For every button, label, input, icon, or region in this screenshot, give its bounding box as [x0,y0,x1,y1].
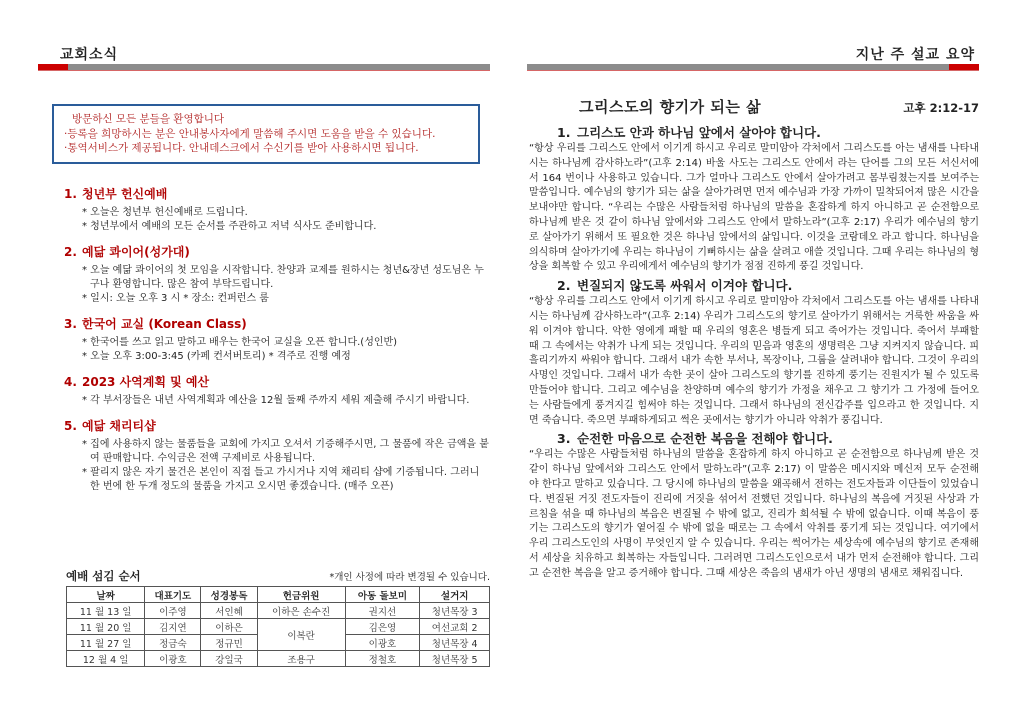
scripture-reference: 고후 2:12-17 [903,101,979,115]
welcome-box [52,104,480,164]
column-header: 설거지 [420,587,490,603]
sermon-body [529,124,979,584]
schedule-title: 예배 섬김 순서 [66,569,141,583]
table-cell: 청년목장 5 [420,651,490,667]
news-title: 4. 2023 사역계획 및 예산 [64,375,210,389]
sermon-title: 그리스도의 향기가 되는 삶 [579,98,762,116]
section-text: “항상 우리를 그리스도 안에서 이기게 하시고 우리로 말미암아 각처에서 그리스도를 아는 냄새를 나타내시는 하나님께 감사하노라”(고후 2:14) 우리가 그리스도의 향기로 살아가기 위해서는 거룩한 싸움을 싸워 이겨야 합니다. 악한 영에게 패할 때 우리의 영혼은 병들게 되고 죽어가는 것입니다. 죽어서 부패할 때 그 속에서는 악취가 나게 되는 것입니다. 우리의 믿음과 영혼의 생명력은 그냥 지켜지지 않습니다. 피흘리기까지 싸워야 합니다. 그래서 내가 속한 부서나, 목장이나, 그룹을 살려내야 합니다. 그것이 우리의 사명인 것입니다. 그래서 내가 속한 곳이 살아 그리스도의 향기를 진하게 풍기는 진원지가 될 수 있도록 만들어야 합니다. 그리고 예수님을 찬양하며 예수의 향기가 가정을 채우고 그 향기가 그 가정에 들어오는 사람들에게 풍겨지길 힘써야 하는 것입니다. 그래서 하나님의 전신갑주를 입으라고 한 것입니다. 지면 죽습니다. 죽으면 부패하게되고 썩은 곳에서는 향기가 아니라 악취가 풍깁니다. [529,296,979,426]
sermon-summary-panel [527,0,979,723]
table-cell: 이하은 [201,619,257,635]
section-heading: 3. 순전한 마음으로 순전한 복음을 전해야 합니다. [557,431,833,447]
section-heading: 2. 변질되지 않도록 싸워서 이겨야 합니다. [557,278,793,294]
table-cell: 김은영 [345,619,420,635]
table-cell: 11 월 20 일 [67,619,145,635]
news-line: * 팔리지 않은 자기 물건은 본인이 직접 들고 가시거나 지역 채리티 샵에 기증됩니다. 그러니 한 번에 한 두개 정도의 물품을 가지고 오시면 좋겠습니다. (매주 오픈) [82,467,480,492]
schedule-table [66,586,490,667]
welcome-title: 방문하신 모든 분들을 환영합니다 [72,113,225,125]
news-item [64,374,490,408]
header-divider [38,64,490,70]
table-row [67,651,490,667]
header-divider-accent [38,64,68,70]
table-cell: 청년목장 3 [420,603,490,619]
table-cell: 청년목장 4 [420,635,490,651]
table-cell: 이하은 손수진 [257,603,345,619]
news-item [64,418,490,494]
column-header: 성경봉독 [201,587,257,603]
welcome-line: ·통역서비스가 제공됩니다. 안내데스크에서 수신기를 받아 사용하시면 됩니다. [64,142,419,154]
table-cell: 정규민 [201,635,257,651]
column-header: 아동 돌보미 [345,587,420,603]
news-line: * 일시: 오늘 오후 3 시 * 장소: 컨퍼런스 룸 [82,293,269,304]
table-cell: 12 월 4 일 [67,651,145,667]
news-item [64,244,490,306]
service-schedule [66,568,490,667]
news-line: * 오늘 오후 3:00-3:45 (카페 컨서버토리) * 격주로 진행 예정 [82,351,351,362]
table-cell: 여선교회 2 [420,619,490,635]
news-line: * 오늘 예닮 콰이어의 첫 모임을 시작합니다. 찬양과 교제를 원하시는 청년&장년 성도님은 누구나 환영합니다. 많은 참여 부탁드립니다. [82,265,484,290]
table-cell: 11 월 13 일 [67,603,145,619]
table-cell: 이주영 [145,603,201,619]
news-line: * 집에 사용하지 않는 물품들을 교회에 가지고 오셔서 기증해주시면, 그 물품에 작은 금액을 붙여 판매합니다. 수익금은 전액 구제비로 사용됩니다. [82,439,489,464]
column-header: 대표기도 [145,587,201,603]
news-line: * 오늘은 청년부 헌신예배로 드립니다. [82,207,248,218]
table-cell: 정금숙 [145,635,201,651]
section-text: “항상 우리를 그리스도 안에서 이기게 하시고 우리로 말미암아 각처에서 그리스도를 아는 냄새를 나타내시는 하나님께 감사하노라”(고후 2:14) 바울 사도는 그리스도 안에서 라는 단어를 그의 모든 서신서에서 164 번이나 사용하고 있습니다. 그가 얼마나 그리스도 안에서 살아가려고 몸부림쳤는지를 보여주는 말씀입니다. 예수님의 향기가 되는 삶을 살아가려면 먼저 예수님과 가장 가까이 밀착되어져 많은 시간을 보내야만 합니다. “우리는 수많은 사람들처럼 하나님의 말씀을 혼잡하게 하지 아니하고 곧 순전함으로 하나님께 받은 것 같이 하나님 앞에서와 그리스도 안에서 말하노라”(고후 2:17) 우리가 예수님의 향기로 살아가기 위해서 또 필요한 것은 하나님 앞에서의 삶입니다. 이것을 코람데오 라고 합니다. 하나님을 의식하며 살아가기에 우리는 하나님이 기뻐하시는 삶을 살려고 애쓸 것입니다. 그때 우리는 하나님의 형상을 회복할 수 있고 우리에게서 예수님의 향기가 점점 진하게 풍길 것입니다. [529,143,979,273]
table-cell: 김지연 [145,619,201,635]
church-news-panel [38,0,490,723]
section-heading: 1. 그리스도 안과 하나님 앞에서 살아야 합니다. [557,125,821,140]
welcome-line: ·등록을 희망하시는 분은 안내봉사자에게 말씀해 주시면 도움을 받을 수 있습니다. [64,127,436,140]
table-cell: 조용구 [257,651,345,667]
sermon-summary-header: 지난 주 설교 요약 [855,47,975,63]
news-title: 1. 청년부 헌신예배 [64,187,168,201]
table-cell-merged: 이복란 [257,619,345,651]
section-text: “우리는 수많은 사람들처럼 하나님의 말씀을 혼잡하게 하지 아니하고 곧 순전함으로 하나님께 받은 것 같이 하나님 앞에서와 그리스도 안에서 말하노라”(고후 2:17) 이 말씀은 메시지와 메신저 모두 순전해야 한다고 말하고 있습니다. 그 당시에 하나님의 말씀을 왜곡해서 전하는 전도자들과 이단들이 있었습니다. 변질된 거짓 전도자들이 진리에 거짓을 섞어서 전했던 것입니다. 하나님의 복음에 거짓된 사상과 가르침을 섞을 때 하나님의 복음은 변질될 수 밖에 없고, 진리가 희석될 수 밖에 없습니다. 이때 복음이 풍기는 그리스도의 향기가 옅어질 수 밖에 없을 때로는 그 속에서 악취를 풍기게 되는 것입니다. 여기에서 우리 그리스도인의 사명이 무엇인지 알 수 있습니다. 우리는 썩어가는 세상속에 예수님의 향기로 존재해서 세상을 치유하고 회복하는 자들입니다. 그러려면 그리스도인으로서 내가 먼저 순전해야 합니다. 그리고 순전한 복음을 알고 증거해야 합니다. 그때 세상은 죽음의 냄새가 아닌 생명의 냄새로 채워집니다. [529,449,979,579]
header-divider [527,64,979,70]
news-item [64,316,490,364]
table-row [67,619,490,635]
news-item [64,186,490,234]
news-title: 5. 예닮 채리티샵 [64,419,156,433]
table-cell: 정철호 [345,651,420,667]
news-line: * 한국어를 쓰고 읽고 말하고 배우는 한국어 교실을 오픈 합니다.(성인반) [82,337,398,348]
news-title: 2. 예닮 콰이어(성가대) [64,245,190,259]
table-cell: 권지선 [345,603,420,619]
header-divider-accent [949,64,979,70]
news-title: 3. 한국어 교실 (Korean Class) [64,317,247,331]
table-cell: 이광호 [145,651,201,667]
table-cell: 강일국 [201,651,257,667]
table-row [67,603,490,619]
table-header-row [67,587,490,603]
column-header: 헌금위원 [257,587,345,603]
news-list [64,186,490,504]
table-cell: 서인혜 [201,603,257,619]
church-news-header: 교회소식 [60,47,119,63]
news-line: * 청년부에서 예배의 모든 순서를 주관하고 저녁 식사도 준비합니다. [82,221,377,232]
table-cell: 이광호 [345,635,420,651]
news-line: * 각 부서장들은 내년 사역계획과 예산을 12월 둘째 주까지 세워 제출해 주시기 바랍니다. [82,395,470,406]
column-header: 날짜 [67,587,145,603]
table-cell: 11 월 27 일 [67,635,145,651]
schedule-note: *개인 사정에 따라 변경될 수 있습니다. [329,572,490,583]
